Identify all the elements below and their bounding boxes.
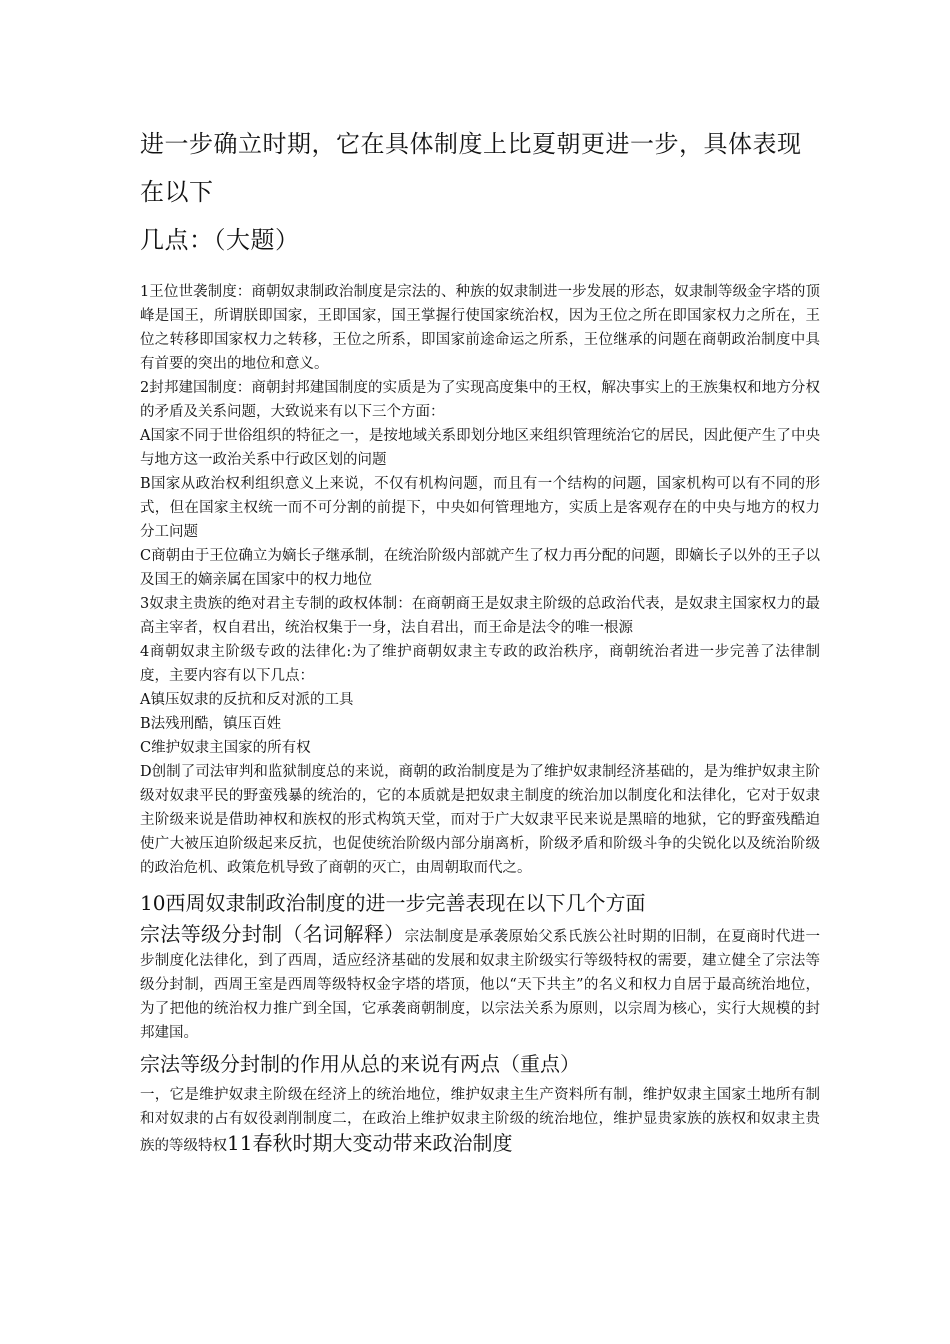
paragraph-4: 4商朝奴隶主阶级专政的法律化:为了维护商朝奴隶主专政的政治秩序，商朝统治者进一步完善了法律制度，主要内容有以下几点： [140,644,820,684]
intro-line-1: 进一步确立时期，它在具体制度上比夏朝更进一步，具体表现在以下 [140,130,802,206]
paragraph-2b: B国家从政治权利组织意义上来说，不仅有机构问题，而且有一个结构的问题，国家机构可以有不同的形式，但在国家主权统一而不可分割的前提下，中央如何管理地方，实质上是客观存在的中央与地方的权力分工问题 [140,476,820,540]
paragraph-4c: C维护奴隶主国家的所有权 [140,740,311,756]
paragraph-3: 3奴隶主贵族的绝对君主专制的政权体制：在商朝商王是奴隶主阶级的总政治代表，是奴隶主国家权力的最高主宰者，权自君出，统治权集于一身，法自君出，而王命是法令的唯一根源 [140,596,820,636]
paragraph-4b: B法残刑酷，镇压百姓 [140,716,282,732]
section-10-paragraph [140,922,820,1045]
section-10-heading: 10西周奴隶制政治制度的进一步完善表现在以下几个方面 [140,891,646,915]
effects-heading: 宗法等级分封制的作用从总的来说有两点（重点） [140,1052,580,1076]
section-11-heading: 11春秋时期大变动带来政治制度 [227,1131,513,1155]
paragraph-4a: A镇压奴隶的反抗和反对派的工具 [140,692,354,708]
paragraph-2: 2封邦建国制度：商朝封邦建国制度的实质是为了实现高度集中的王权，解决事实上的王族集权和地方分权的矛盾及关系问题，大致说来有以下三个方面： [140,380,820,420]
document-page [140,120,820,1158]
effects-paragraph [140,1083,820,1158]
effects-text: 一，它是维护奴隶主阶级在经济上的统治地位，维护奴隶主生产资料所有制，维护奴隶主国家土地所有制和对奴隶的占有奴役剥削制度二，在政治上维护奴隶主阶级的统治地位，维护显贵家族的族权和奴隶主贵族的等级特权 [140,1087,820,1154]
paragraph-2a: A国家不同于世俗组织的特征之一，是按地域关系即划分地区来组织管理统治它的居民，因此便产生了中央与地方这一政治关系中行政区划的问题 [140,428,820,468]
term-heading: 宗法等级分封制（名词解释） [140,922,405,946]
intro-line-2: 几点：（大题） [140,226,300,254]
paragraph-2c: C商朝由于王位确立为嫡长子继承制，在统治阶级内部就产生了权力再分配的问题，即嫡长子以外的王子以及国王的嫡亲属在国家中的权力地位 [140,548,820,588]
paragraph-4d: D创制了司法审判和监狱制度总的来说，商朝的政治制度是为了维护奴隶制经济基础的，是为维护奴隶主阶级对奴隶平民的野蛮残暴的统治的，它的本质就是把奴隶主制度的统治加以制度化和法律化，它对于奴隶主阶级来说是借助神权和族权的形式构筑天堂，而对于广大奴隶平民来说是黑暗的地狱，它的野蛮残酷迫使广大被压迫阶级起来反抗，也促使统治阶级内部分崩离析，阶级矛盾和阶级斗争的尖锐化以及统治阶级的政治危机、政策危机导致了商朝的灭亡，由周朝取而代之。 [140,764,820,876]
body-paragraphs [140,280,820,880]
term-definition: 宗法制度是承袭原始父系氏族公社时期的旧制，在夏商时代进一步制度化法律化，到了西周，适应经济基础的发展和奴隶主阶级实行等级特权的需要，建立健全了宗法等级分封制，西周王室是西周等级特权金字塔的塔顶，他以“天下共主”的名义和权力自居于最高统治地位，为了把他的统治权力推广到全国，它承袭商朝制度，以宗法关系为原则，以宗周为核心，实行大规模的封邦建国。 [140,929,821,1041]
paragraph-1: 1王位世袭制度：商朝奴隶制政治制度是宗法的、种族的奴隶制进一步发展的形态，奴隶制等级金字塔的顶峰是国王，所谓朕即国家，王即国家，国王掌握行使国家统治权，因为王位之所在即国家权力之所在，王位之转移即国家权力之转移，王位之所系，即国家前途命运之所系，王位继承的问题在商朝政治制度中具有首要的突出的地位和意义。 [140,284,820,372]
